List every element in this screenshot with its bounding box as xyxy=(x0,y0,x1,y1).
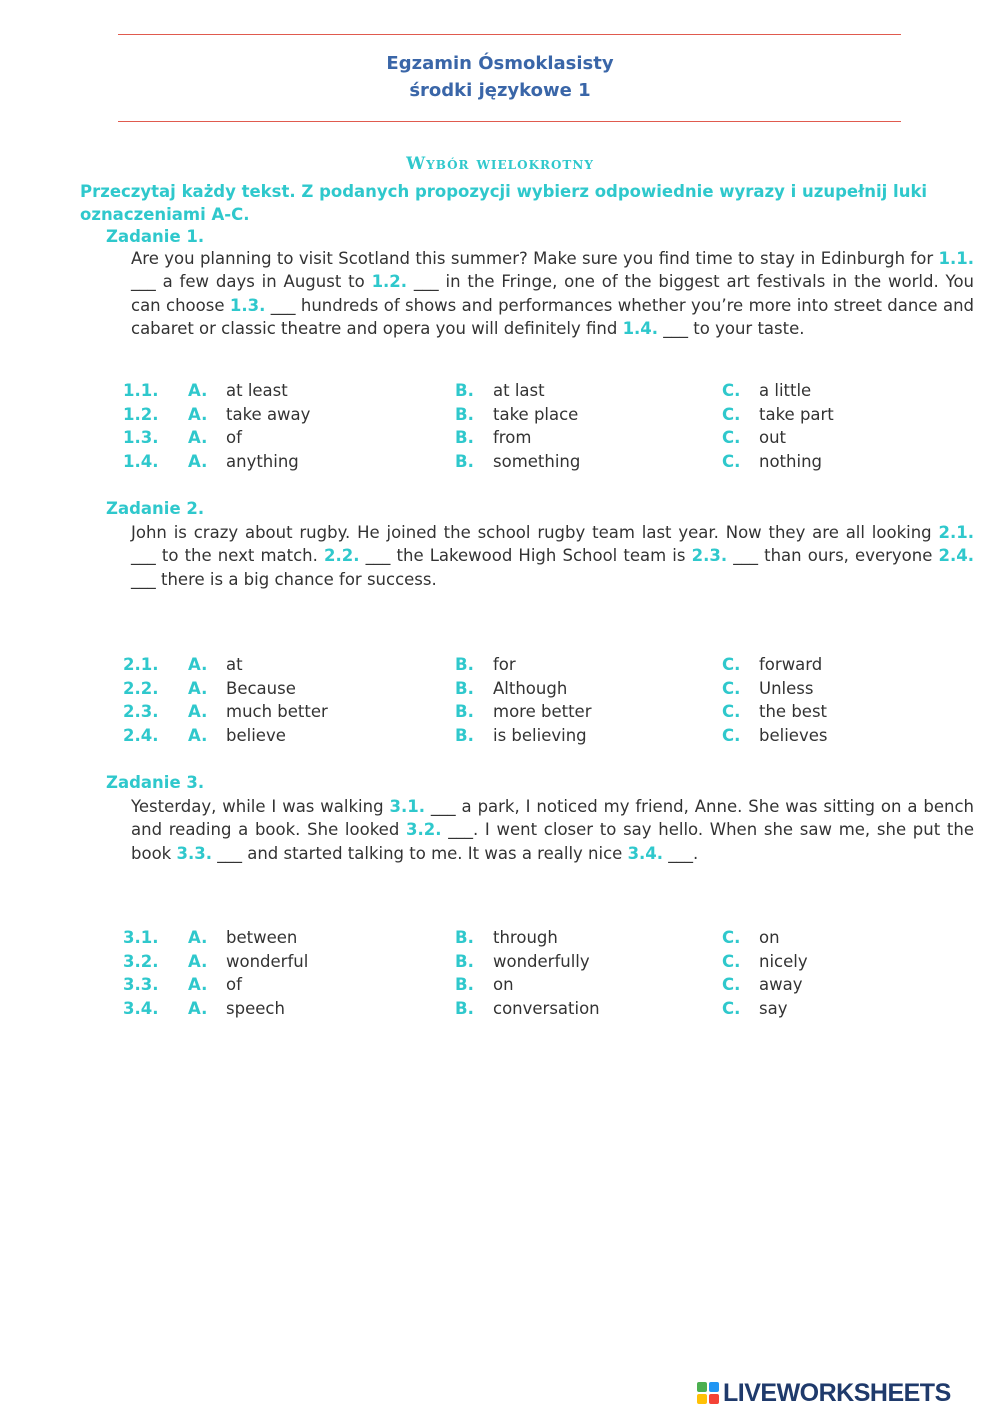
option-letter-c: C. xyxy=(722,999,741,1019)
option-letter-b: B. xyxy=(455,404,474,424)
option-a[interactable]: Because xyxy=(226,678,296,698)
gap-number: 3.4. xyxy=(627,843,664,863)
option-letter-a: A. xyxy=(188,404,208,424)
question-number: 3.3. xyxy=(123,975,159,995)
gap-number: 2.4. xyxy=(938,546,974,566)
exam-subtitle: środki językowe 1 xyxy=(409,80,591,101)
logo-square xyxy=(709,1394,719,1404)
option-c[interactable]: away xyxy=(759,975,803,995)
liveworksheets-logo xyxy=(697,1380,951,1406)
option-letter-b: B. xyxy=(455,975,474,995)
option-a[interactable]: of xyxy=(226,975,242,995)
task-options-1 xyxy=(0,381,1000,476)
option-letter-c: C. xyxy=(722,404,741,424)
option-a[interactable]: at least xyxy=(226,381,288,400)
option-a[interactable]: of xyxy=(226,428,242,448)
gap-number: 3.1. xyxy=(389,797,425,816)
option-b[interactable]: at last xyxy=(493,381,545,400)
option-letter-b: B. xyxy=(455,951,474,971)
option-letter-b: B. xyxy=(455,428,474,448)
option-letter-a: A. xyxy=(188,951,208,971)
question-number: 1.2. xyxy=(123,404,159,424)
exam-title: Egzamin Ósmoklasisty xyxy=(386,53,614,74)
option-letter-b: B. xyxy=(455,655,474,674)
option-b[interactable]: is believing xyxy=(493,726,587,746)
task-passage-1 xyxy=(131,247,974,340)
gap-number: 3.3. xyxy=(176,843,212,863)
passage-text: ___ than ours, everyone xyxy=(727,546,939,566)
passage-text: ___ a park, I noticed my friend, Anne. She was sitting on a bench and reading a book. She looked xyxy=(131,797,975,840)
passage-text: ___ hundreds of shows and performances whether you’re more into street dance and cabaret or classic theatre and opera you will definitely find xyxy=(131,295,974,338)
option-row xyxy=(0,428,1000,452)
passage-text: Yesterday, while I was walking xyxy=(131,797,390,816)
option-letter-c: C. xyxy=(722,702,741,722)
question-number: 2.4. xyxy=(123,726,159,746)
passage-text: ___ and started talking to me. It was a really nice xyxy=(211,843,628,863)
option-letter-b: B. xyxy=(455,381,474,400)
option-row xyxy=(0,655,1000,679)
option-row xyxy=(0,999,1000,1023)
task-label-3: Zadanie 3. xyxy=(106,773,205,792)
option-b[interactable]: on xyxy=(493,975,514,995)
option-row xyxy=(0,702,1000,726)
gap-number: 2.3. xyxy=(691,546,728,566)
top-rule xyxy=(118,34,901,35)
option-letter-b: B. xyxy=(455,452,474,472)
gap-number: 1.4. xyxy=(622,318,659,338)
option-b[interactable]: more better xyxy=(493,702,592,722)
option-row xyxy=(0,381,1000,405)
option-b[interactable]: something xyxy=(493,452,581,472)
option-letter-c: C. xyxy=(722,678,741,698)
option-b[interactable]: Although xyxy=(493,678,568,698)
option-letter-c: C. xyxy=(722,655,741,674)
question-number: 2.3. xyxy=(123,702,159,722)
option-letter-a: A. xyxy=(188,655,208,674)
option-letter-a: A. xyxy=(188,975,208,995)
option-letter-c: C. xyxy=(722,381,741,400)
option-row xyxy=(0,928,1000,952)
question-number: 1.3. xyxy=(123,428,159,448)
question-number: 1.4. xyxy=(123,452,159,472)
passage-text: ___ to the next match. xyxy=(131,546,325,566)
option-letter-b: B. xyxy=(455,702,474,722)
option-a[interactable]: anything xyxy=(226,452,299,472)
passage-text: ___. xyxy=(663,843,699,863)
logo-square xyxy=(697,1394,707,1404)
option-letter-a: A. xyxy=(188,928,208,947)
option-letter-b: B. xyxy=(455,726,474,746)
task-options-3 xyxy=(0,928,1000,1023)
option-c[interactable]: out xyxy=(759,428,787,448)
option-c[interactable]: the best xyxy=(759,702,828,722)
option-a[interactable]: between xyxy=(226,928,298,947)
option-a[interactable]: take away xyxy=(226,404,311,424)
question-number: 3.2. xyxy=(123,951,159,971)
instruction: Przeczytaj każdy tekst. Z podanych propozycji wybierz odpowiednie wyrazy i uzupełnij luki oznaczeniami A-C. xyxy=(80,182,928,224)
option-c[interactable]: Unless xyxy=(759,678,814,698)
passage-text: John is crazy about rugby. He joined the school rugby team last year. Now they are all looking xyxy=(131,523,939,542)
option-letter-a: A. xyxy=(188,726,208,746)
question-number: 2.2. xyxy=(123,678,159,698)
option-letter-c: C. xyxy=(722,975,741,995)
option-letter-a: A. xyxy=(188,999,208,1019)
gap-number: 1.3. xyxy=(229,295,266,315)
option-c[interactable]: nicely xyxy=(759,951,808,971)
task-label-2: Zadanie 2. xyxy=(106,499,205,518)
option-row xyxy=(0,726,1000,750)
option-letter-a: A. xyxy=(188,381,208,400)
option-a[interactable]: at xyxy=(226,655,243,674)
option-a[interactable]: much better xyxy=(226,702,328,722)
option-letter-c: C. xyxy=(722,452,741,472)
option-c[interactable]: forward xyxy=(759,655,823,674)
task-passage-2 xyxy=(131,521,974,591)
logo-text: LIVEWORKSHEETS xyxy=(723,1378,951,1407)
option-b[interactable]: for xyxy=(493,655,516,674)
option-c[interactable]: on xyxy=(759,928,780,947)
option-c[interactable]: say xyxy=(759,999,788,1019)
option-b[interactable]: through xyxy=(493,928,558,947)
question-number: 3.4. xyxy=(123,999,159,1019)
option-b[interactable]: wonderfully xyxy=(493,951,590,971)
option-row xyxy=(0,405,1000,429)
passage-text: ___ to your taste. xyxy=(658,318,805,338)
passage-text: Are you planning to visit Scotland this summer? Make sure you find time to stay in Edinburgh for xyxy=(131,249,939,268)
question-number: 1.1. xyxy=(123,381,159,400)
question-number: 3.1. xyxy=(123,928,159,947)
option-letter-c: C. xyxy=(722,726,741,746)
option-a[interactable]: speech xyxy=(226,999,285,1019)
option-a[interactable]: believe xyxy=(226,726,286,746)
liveworksheets-logo-icon xyxy=(697,1382,719,1404)
option-c[interactable]: nothing xyxy=(759,452,822,472)
option-letter-c: C. xyxy=(722,951,741,971)
logo-square xyxy=(697,1382,707,1392)
option-letter-b: B. xyxy=(455,999,474,1019)
section-title: Wybór wielokrotny xyxy=(406,154,594,174)
gap-number: 2.2. xyxy=(324,546,360,566)
gap-number: 2.1. xyxy=(938,523,974,542)
option-letter-b: B. xyxy=(455,928,474,947)
option-letter-a: A. xyxy=(188,702,208,722)
task-options-2 xyxy=(0,655,1000,750)
passage-text: ___ in the Fringe, one of the biggest art festivals in the world. You can choose xyxy=(131,272,974,315)
task-passage-3 xyxy=(131,795,974,865)
option-row xyxy=(0,952,1000,976)
option-c[interactable]: take part xyxy=(759,404,834,424)
passage-text: ___ there is a big chance for success. xyxy=(131,569,437,589)
task-label-1: Zadanie 1. xyxy=(106,227,205,246)
gap-number: 1.1. xyxy=(938,249,974,268)
option-letter-a: A. xyxy=(188,678,208,698)
option-letter-a: A. xyxy=(188,428,208,448)
option-c[interactable]: believes xyxy=(759,726,828,746)
option-b[interactable]: from xyxy=(493,428,532,448)
bottom-rule xyxy=(118,121,901,122)
option-a[interactable]: wonderful xyxy=(226,951,309,971)
gap-number: 3.2. xyxy=(406,820,442,840)
option-c[interactable]: a little xyxy=(759,381,812,400)
option-letter-c: C. xyxy=(722,928,741,947)
passage-text: ___ the Lakewood High School team is xyxy=(359,546,692,566)
option-row xyxy=(0,975,1000,999)
option-row xyxy=(0,679,1000,703)
option-row xyxy=(0,452,1000,476)
option-letter-b: B. xyxy=(455,678,474,698)
option-b[interactable]: conversation xyxy=(493,999,600,1019)
logo-square xyxy=(709,1382,719,1392)
gap-number: 1.2. xyxy=(371,272,408,292)
question-number: 2.1. xyxy=(123,655,159,674)
passage-text: ___. I went closer to say hello. When she saw me, she put the book xyxy=(131,820,974,863)
passage-text: ___ a few days in August to xyxy=(131,272,372,292)
option-letter-c: C. xyxy=(722,428,741,448)
option-b[interactable]: take place xyxy=(493,404,579,424)
option-letter-a: A. xyxy=(188,452,208,472)
